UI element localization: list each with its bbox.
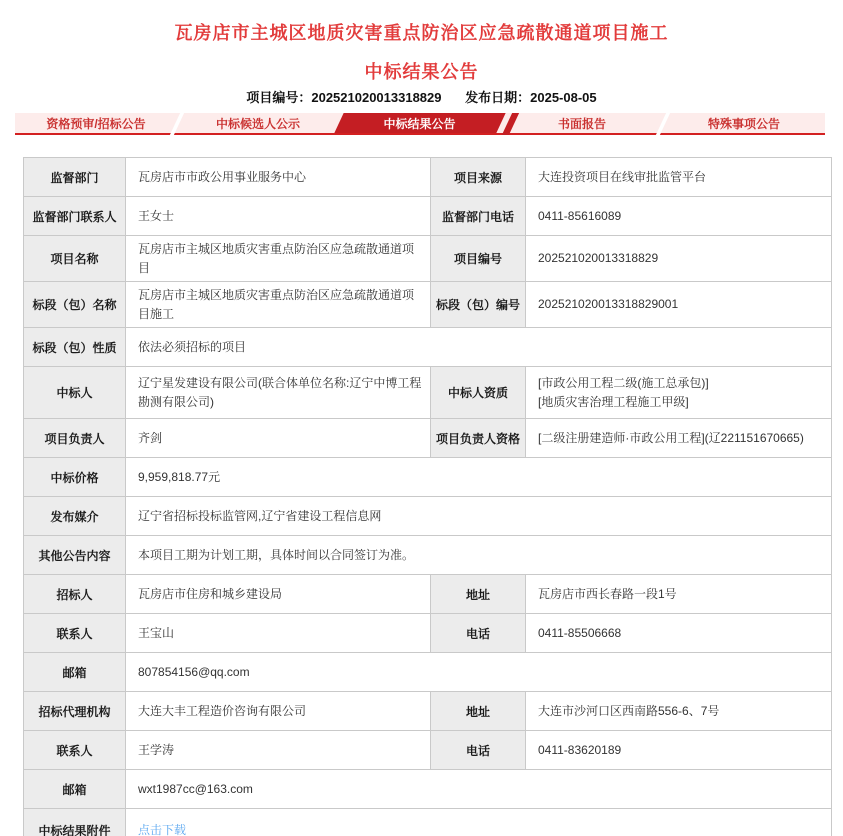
row-label: 其他公告内容	[24, 536, 126, 575]
row-label2: 项目负责人资格	[431, 419, 526, 458]
row-value: 辽宁省招标投标监管网,辽宁省建设工程信息网	[126, 497, 832, 536]
row-value: 王女士	[126, 197, 431, 236]
row-label: 联系人	[24, 731, 126, 770]
row-value2: 0411-85616089	[526, 197, 832, 236]
row-value: wxt1987cc@163.com	[126, 770, 832, 809]
row-value: 807854156@qq.com	[126, 653, 832, 692]
row-other-content	[24, 536, 832, 575]
row-section-name	[24, 282, 832, 328]
tab-bid-candidates[interactable]: 中标候选人公示	[215, 117, 300, 131]
row-value2: 0411-85506668	[526, 614, 832, 653]
row-label: 邮箱	[24, 770, 126, 809]
row-value2: 202521020013318829001	[526, 282, 832, 328]
row-value2: 大连投资项目在线审批监管平台	[526, 158, 832, 197]
download-link[interactable]: 点击下载	[138, 823, 187, 836]
row-value: 瓦房店市住房和城乡建设局	[126, 575, 431, 614]
row-value2: 202521020013318829	[526, 236, 832, 282]
row-label2: 地址	[431, 575, 526, 614]
publish-date-label: 发布日期：	[465, 90, 531, 105]
row-label: 中标人	[24, 367, 126, 419]
row-label2: 项目编号	[431, 236, 526, 282]
row-value2	[526, 367, 832, 419]
row-value: 本项目工期为计划工期，具体时间以合同签订为准。	[126, 536, 832, 575]
row-label2: 项目来源	[431, 158, 526, 197]
row-label2: 地址	[431, 692, 526, 731]
row-label: 项目名称	[24, 236, 126, 282]
row-value: 齐剑	[126, 419, 431, 458]
row-value: 瓦房店市主城区地质灾害重点防治区应急疏散通道项目施工	[126, 282, 431, 328]
row-value: 大连大丰工程造价咨询有限公司	[126, 692, 431, 731]
tab-bid-result[interactable]	[334, 113, 505, 133]
row-section-nature	[24, 328, 832, 367]
project-no-label: 项目编号：	[246, 90, 312, 105]
row-label: 邮箱	[24, 653, 126, 692]
row-value: 王宝山	[126, 614, 431, 653]
bidder-qualification-line2: [地质灾害治理工程施工甲级]	[538, 394, 689, 409]
row-label: 监督部门	[24, 158, 126, 197]
row-label2: 监督部门电话	[431, 197, 526, 236]
project-no-value: 202521020013318829	[311, 90, 442, 105]
row-label: 联系人	[24, 614, 126, 653]
row-label: 发布媒介	[24, 497, 126, 536]
row-attachment	[24, 809, 832, 836]
tab-bid-result-label: 中标结果公告	[383, 117, 456, 131]
announcement-detail-table	[23, 157, 832, 836]
row-value: 辽宁星发建设有限公司(联合体单位名称:辽宁中博工程勘测有限公司)	[126, 367, 431, 419]
row-agency-email	[24, 770, 832, 809]
tab-bar	[15, 113, 825, 135]
row-value2: 瓦房店市西长春路一段1号	[526, 575, 832, 614]
row-label: 中标结果附件	[24, 809, 126, 836]
row-publish-media	[24, 497, 832, 536]
row-label2: 电话	[431, 731, 526, 770]
row-bid-price	[24, 458, 832, 497]
tab-prequalification-announcement[interactable]: 资格预审/招标公告	[46, 117, 146, 131]
row-value2: 大连市沙河口区西南路556-6、7号	[526, 692, 832, 731]
row-label: 招标代理机构	[24, 692, 126, 731]
row-value: 依法必须招标的项目	[126, 328, 832, 367]
project-meta	[0, 87, 843, 106]
row-label: 招标人	[24, 575, 126, 614]
row-label: 中标价格	[24, 458, 126, 497]
row-label2: 电话	[431, 614, 526, 653]
row-supervision-contact	[24, 197, 832, 236]
row-project-leader	[24, 419, 832, 458]
row-label: 监督部门联系人	[24, 197, 126, 236]
bidder-qualification-line1: [市政公用工程二级(施工总承包)]	[538, 376, 709, 391]
row-project-name	[24, 236, 832, 282]
row-value2: [二级注册建造师·市政公用工程](辽221151670665)	[526, 419, 832, 458]
page-title-line2: 中标结果公告	[364, 62, 479, 82]
tab-written-report[interactable]: 书面报告	[557, 117, 606, 131]
page-title-line1: 瓦房店市主城区地质灾害重点防治区应急疏散通道项目施工	[174, 23, 669, 43]
row-tenderer	[24, 575, 832, 614]
row-value: 瓦房店市市政公用事业服务中心	[126, 158, 431, 197]
row-label: 标段（包）性质	[24, 328, 126, 367]
tab-special-matters[interactable]: 特殊事项公告	[707, 117, 780, 131]
row-label2: 中标人资质	[431, 367, 526, 419]
publish-date-value: 2025-08-05	[530, 90, 597, 105]
row-value	[126, 809, 832, 836]
row-agency-contact	[24, 731, 832, 770]
row-tenderer-contact	[24, 614, 832, 653]
row-label: 项目负责人	[24, 419, 126, 458]
row-value: 瓦房店市主城区地质灾害重点防治区应急疏散通道项目	[126, 236, 431, 282]
row-winning-bidder	[24, 367, 832, 419]
row-label2: 标段（包）编号	[431, 282, 526, 328]
row-value: 9,959,818.77元	[126, 458, 832, 497]
row-tenderer-email	[24, 653, 832, 692]
row-value2: 0411-83620189	[526, 731, 832, 770]
row-value: 王学涛	[126, 731, 431, 770]
row-label: 标段（包）名称	[24, 282, 126, 328]
row-agency	[24, 692, 832, 731]
row-supervision-dept	[24, 158, 832, 197]
